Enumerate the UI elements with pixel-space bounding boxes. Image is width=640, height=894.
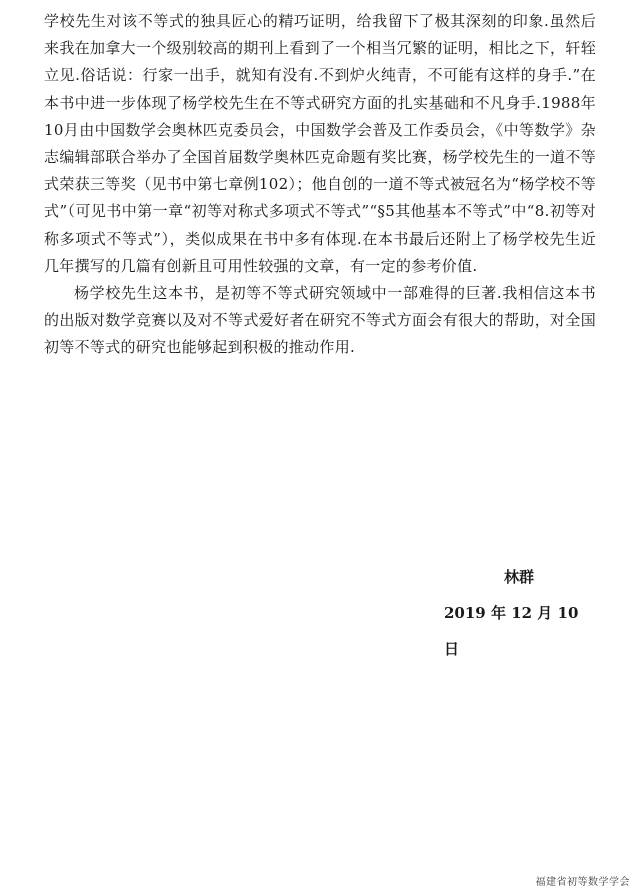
paragraph-continued: 学校先生对该不等式的独具匠心的精巧证明，给我留下了极其深刻的印象.虽然后来我在加拿大一个级别较高的期刊上看到了一个相当冗繁的证明，相比之下，轩轾立见.俗话说：行家一出手，就知有没有.不到炉火纯青，不可能有这样的身手.”在本书中进一步体现了杨学校先生在不等式研究方面的扎实基础和不凡身手.1988年10月由中国数学会奥林匹克委员会，中国数学会普及工作委员会，《中等数学》杂志编辑部联合举办了全国首届数学奥林匹克命题有奖比赛，杨学校先生的一道不等式荣获三等奖（见书中第七章例102）；他自创的一道不等式被冠名为“杨学校不等式”（可见书中第一章“初等对称式多项式不等式”“§5其他基本不等式”中“8.初等对称多项式不等式”），类似成果在书中多有体现.在本书最后还附上了杨学校先生近几年撰写的几篇有创新且可用性较强的文章，有一定的参考价值. [44, 12, 596, 275]
watermark-text: 福建省初等数学学会 [535, 877, 630, 888]
signature-date: 2019 年 12 月 10 日 [444, 604, 579, 658]
author-name: 林群 [504, 568, 535, 586]
signature-block [444, 559, 594, 667]
foreword-body [44, 8, 596, 362]
paragraph-closing: 杨学校先生这本书，是初等不等式研究领域中一部难得的巨著.我相信这本书的出版对数学竞赛以及对不等式爱好者在研究不等式方面会有很大的帮助，对全国初等不等式的研究也能够起到积极的推动作用. [44, 284, 596, 357]
